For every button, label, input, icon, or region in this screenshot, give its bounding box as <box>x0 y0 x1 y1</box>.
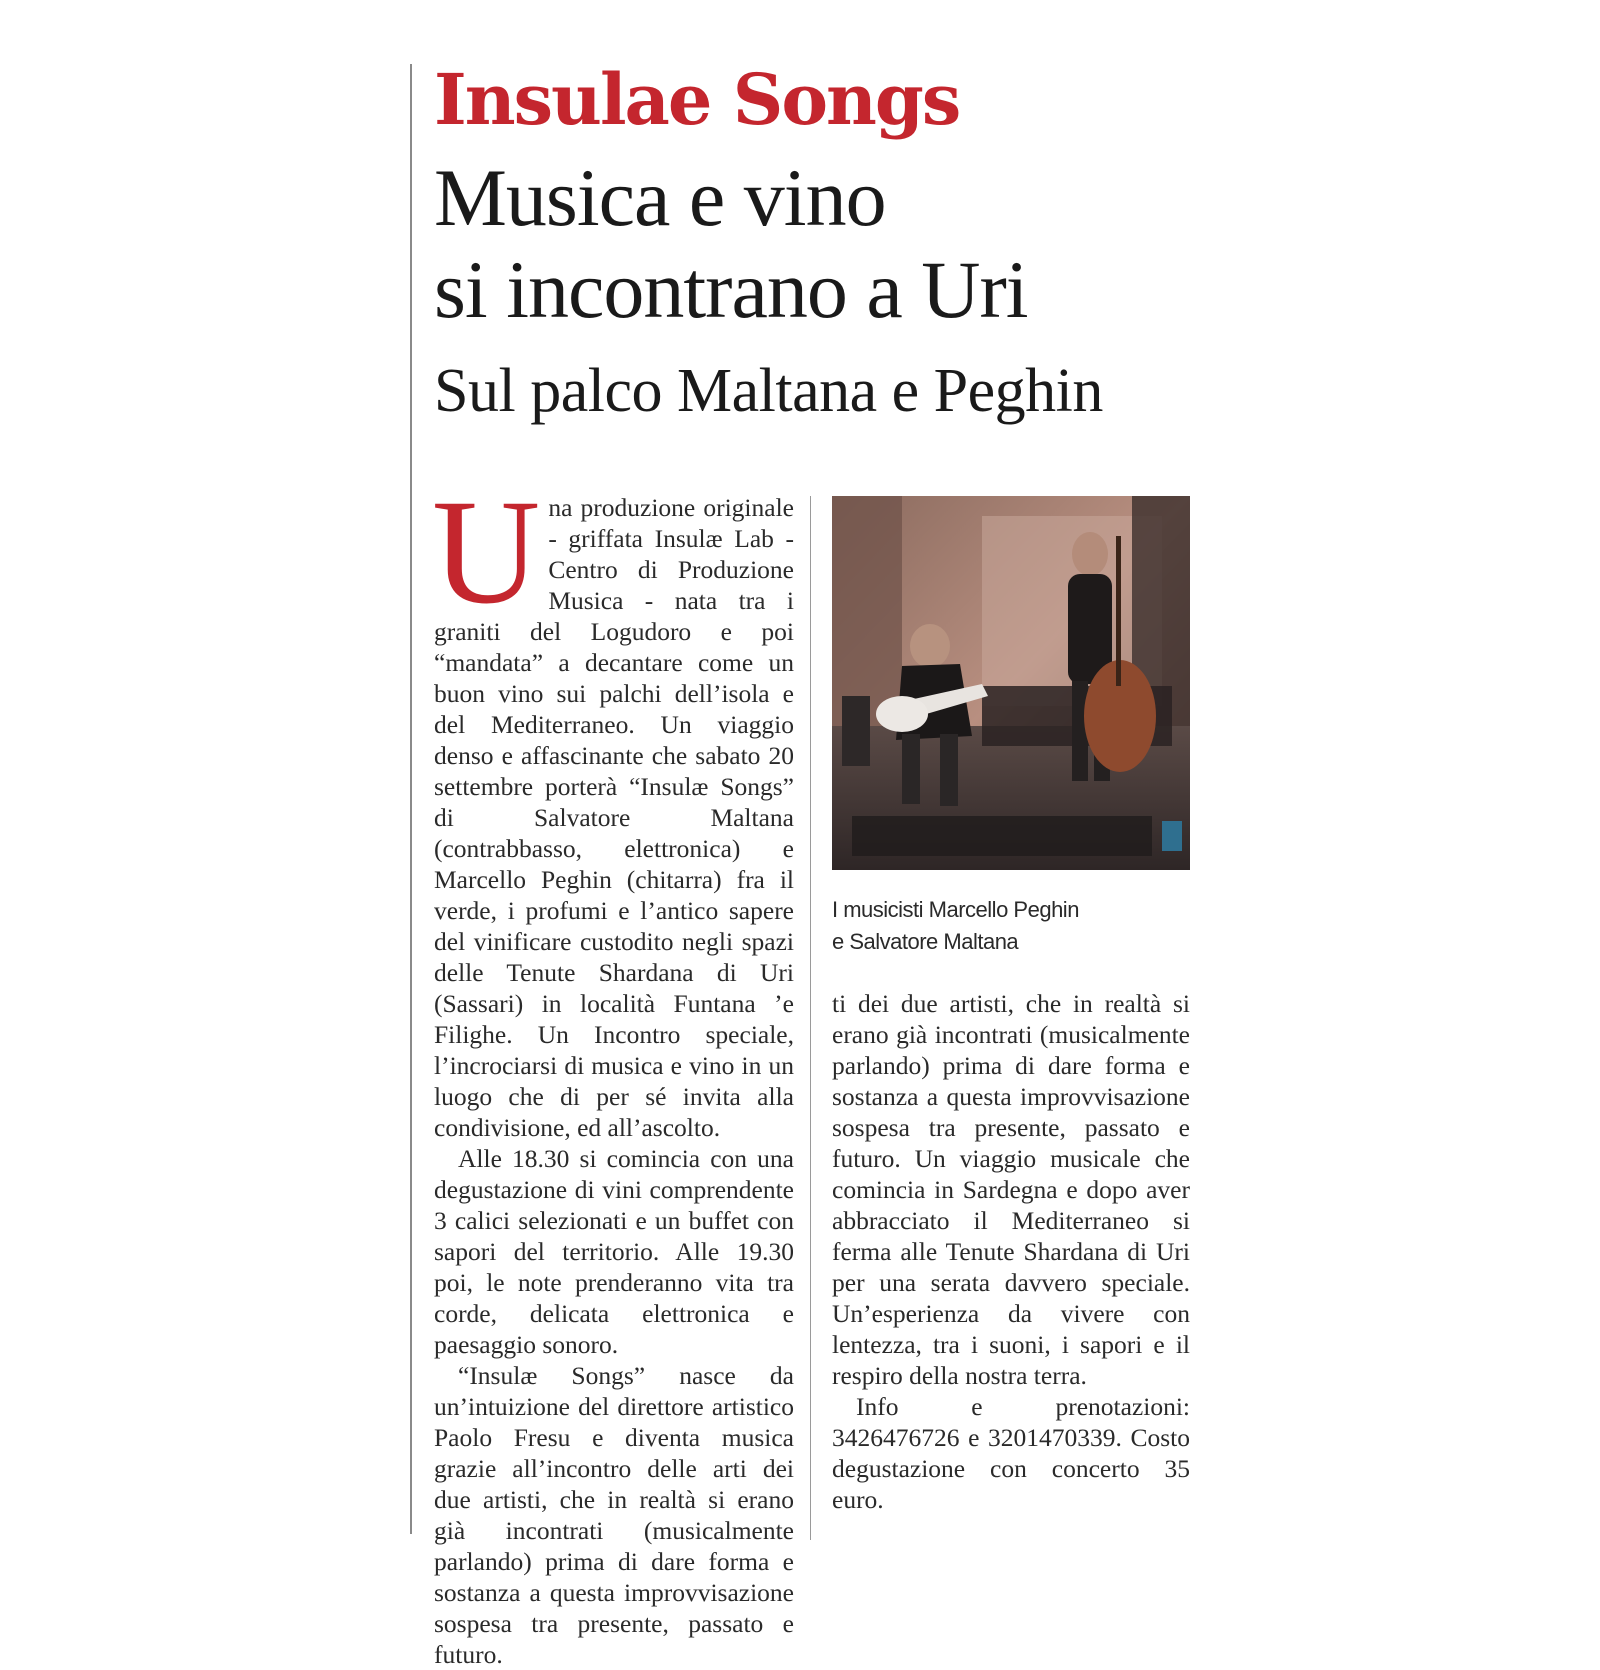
photo-caption <box>832 894 1192 958</box>
paragraph-1 <box>432 469 794 1143</box>
paragraph-2: Alle 18.30 si comincia con una degustazione di vini comprendente 3 calici selezionati e un buffet con sapori del territorio. Alle 19.30 poi, le note prenderanno vita tra corde, delicata elettronica e paesaggio sonoro. <box>434 1144 794 1359</box>
drop-cap: U <box>432 469 541 635</box>
article-kicker: Insulae Songs <box>434 58 960 141</box>
article-column-right <box>832 988 1190 1538</box>
article-column-left <box>432 469 794 1669</box>
left-border-rule <box>410 64 412 1534</box>
paragraph-5: Info e prenotazioni: 3426476726 e 3201470339. Costo degustazione con concerto 35 euro. <box>832 1392 1190 1514</box>
headline-line-2: si incontrano a Uri <box>434 244 1028 335</box>
headline-line-1: Musica e vino <box>434 152 886 243</box>
column-divider <box>810 496 811 1540</box>
paragraph-3: “Insulæ Songs” nasce da un’intuizione del direttore artistico Paolo Fresu e diventa musica grazie all’incontro delle arti dei due artisti, che in realtà si erano già incontrati (musicalmente parlando) prima di dare forma e sostanza a questa improvvisazione sospesa tra presente, passato e futuro. <box>434 1361 794 1669</box>
article-subhead: Sul palco Maltana e Peghin <box>434 357 1103 425</box>
paragraph-4: ti dei due artisti, che in realtà si erano già incontrati (musicalmente parlando) prima di dare forma e sostanza a questa improvvisazione sospesa tra presente, passato e futuro. Un viaggio musicale che comincia in Sardegna e dopo aver abbracciato il Mediterraneo si ferma alle Tenute Shardana di Uri per una serata davvero speciale. Un’esperienza da vivere con lentezza, tra i suoni, i sapori e il respiro della nostra terra. <box>832 989 1190 1390</box>
caption-line-2: e Salvatore Maltana <box>832 929 1019 954</box>
paragraph-1-text: na produzione originale - griffata Insulæ Lab - Centro di Produzione Musica - nata tra i graniti del Logudoro e poi “mandata” a decantare come un buon vino sui palchi dell’isola e del Mediterraneo. Un viaggio denso e affascinante che sabato 20 settembre porterà “Insulæ Songs” di Salvatore Maltana (contrabbasso, elettronica) e Marcello Peghin (chitarra) fra il verde, i profumi e l’antico sapere del vinificare custodito negli spazi delle Tenute Shardana di Uri (Sassari) in località Funtana ’e Filighe. Un Incontro speciale, l’incrociarsi di musica e vino in un luogo che di per sé invita alla condivisione, ed all’ascolto. <box>434 493 794 1142</box>
caption-line-1: I musicisti Marcello Peghin <box>832 897 1079 922</box>
article-headline <box>434 152 1194 336</box>
musicians-photo <box>832 496 1190 870</box>
